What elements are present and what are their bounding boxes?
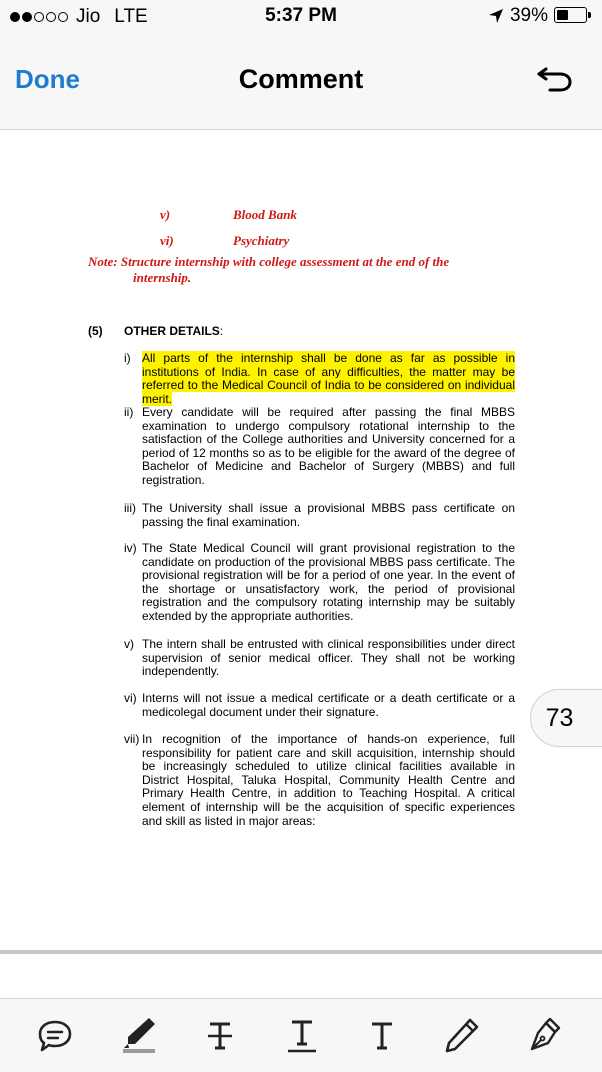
page-scrubber[interactable] <box>0 950 602 954</box>
list-item <box>124 352 515 406</box>
strikethrough-tool-button[interactable] <box>198 1015 242 1055</box>
note-paragraph <box>88 254 515 286</box>
battery-icon <box>554 7 592 25</box>
page-title: Comment <box>238 64 364 94</box>
fountain-pen-icon <box>520 1015 564 1055</box>
text-tool-button[interactable] <box>360 1015 404 1055</box>
status-time: 5:37 PM <box>265 5 337 26</box>
list-item <box>124 542 515 624</box>
underline-tool-button[interactable] <box>280 1015 324 1055</box>
strikethrough-text-icon <box>198 1015 242 1055</box>
document-page[interactable] <box>0 130 602 950</box>
battery-percent: 39% <box>509 5 548 26</box>
network-type: LTE <box>114 6 148 27</box>
underline-text-icon <box>280 1015 324 1055</box>
note-text-line1: Structure internship with college assessment at the end of the <box>120 254 450 269</box>
item-number: iv) <box>124 541 137 555</box>
undo-icon <box>536 62 574 96</box>
text-icon <box>360 1015 404 1055</box>
annotation-toolbar <box>0 998 602 1072</box>
pencil-tool-button[interactable] <box>440 1015 484 1055</box>
item-number: vii) <box>124 732 140 746</box>
status-bar <box>0 0 602 34</box>
list-item-text: Psychiatry <box>233 233 290 248</box>
item-number: v) <box>124 637 134 651</box>
list-item-number: vi) <box>160 233 174 248</box>
done-button[interactable]: Done <box>15 64 80 94</box>
section-number: (5) <box>88 324 103 338</box>
list-item <box>124 733 515 828</box>
page-number-badge[interactable]: 73 <box>530 689 602 747</box>
pencil-icon <box>440 1015 484 1055</box>
list-item <box>124 406 515 488</box>
item-number: ii) <box>124 405 134 419</box>
note-label: Note: <box>88 254 118 269</box>
signature-tool-button[interactable] <box>520 1015 564 1055</box>
speech-bubble-icon <box>33 1015 77 1055</box>
item-text: In recognition of the importance of hands-on experience, full responsibility for patient care and skill acquisition, internship should be increasingly scheduled to utilize clinical facilities available in District Hospital, Taluka Hospital, Community Health Centre and Primary Health Centre, in addition to Teaching Hospital. A critical element of internship will be the acquisition of specific experiences and skill as listed in major areas: <box>142 732 515 828</box>
comment-tool-button[interactable] <box>33 1015 77 1055</box>
item-text: The State Medical Council will grant provisional registration to the candidate on production of the provisional MBBS pass certificate. The provisional registration will be for a period of one year. In the event of the shortage or unsatisfactory work, the period of provisional registration and the compulsory rotating internship may be suitably extended by the appropriate authorities. <box>142 541 515 623</box>
item-text: Every candidate will be required after passing the final MBBS examination to undergo compulsory rotational internship to the satisfaction of the College authorities and University concerned for a period of 12 months so as to be eligible for the award of the degree of Bachelor of Medicine and Bachelor of Surgery (MBBS) and full registration. <box>142 405 515 487</box>
undo-button[interactable] <box>536 62 574 96</box>
note-text-line2: internship. <box>133 270 192 285</box>
section-title: OTHER DETAILS <box>124 324 220 338</box>
highlight-tool-button[interactable] <box>115 1015 159 1055</box>
list-item-text: Blood Bank <box>233 207 297 222</box>
item-text: The University shall issue a provisional MBBS pass certificate on passing the final examination. <box>142 501 515 529</box>
top-chrome <box>0 0 602 130</box>
list-item-number: v) <box>160 207 171 222</box>
list-item <box>124 502 515 529</box>
item-number: i) <box>124 351 131 365</box>
carrier-name: Jio <box>76 6 101 27</box>
highlighter-icon <box>115 1015 159 1055</box>
item-text: The intern shall be entrusted with clinical responsibilities under direct supervision of senior medical officer. They shall not be working independently. <box>142 637 515 679</box>
list-item <box>124 692 515 719</box>
item-text: Interns will not issue a medical certificate or a death certificate or a medicolegal document under their signature. <box>142 691 515 719</box>
item-number: iii) <box>124 501 136 515</box>
highlighted-text[interactable]: All parts of the internship shall be done as far as possible in institutions of India. In case of any difficulties, the matter may be referred to the Medical Council of India to be considered on individual merit. <box>142 351 515 406</box>
section-heading <box>124 324 223 338</box>
section-colon: : <box>219 324 224 338</box>
nav-bar <box>0 44 602 114</box>
item-number: vi) <box>124 691 137 705</box>
list-item <box>124 638 515 679</box>
status-right <box>488 5 592 27</box>
location-arrow-icon <box>488 8 504 24</box>
